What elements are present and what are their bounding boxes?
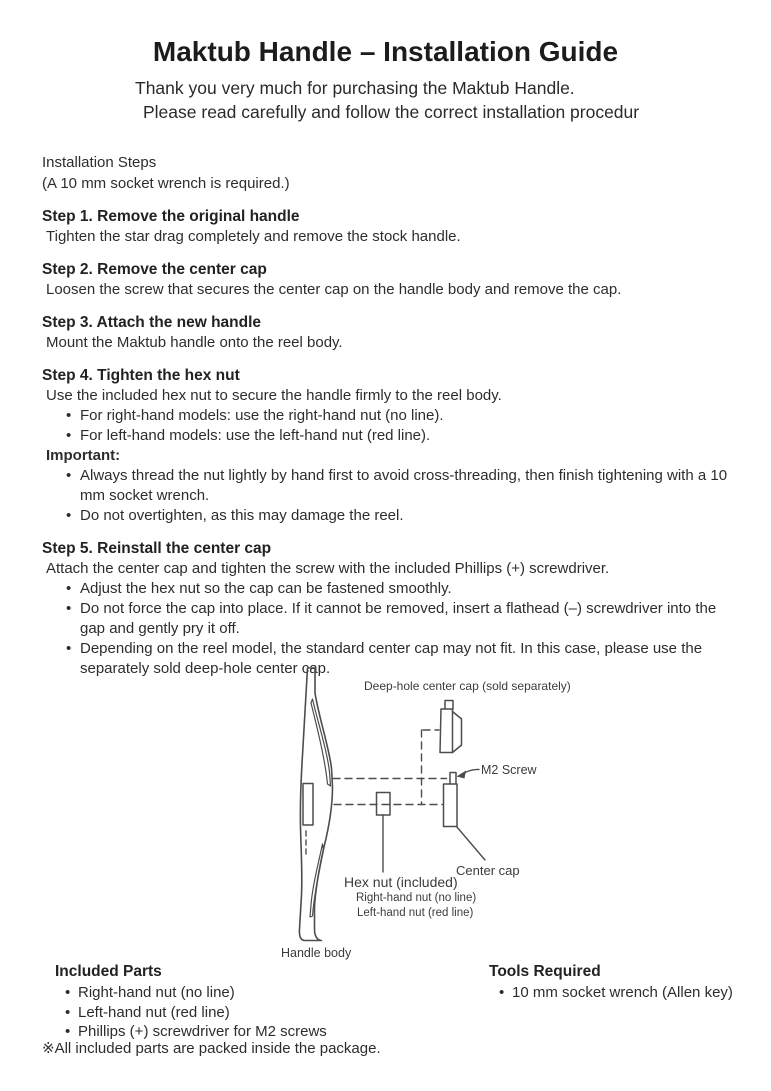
handle-shaft-boss [303, 784, 313, 826]
step-3-body: Mount the Maktub handle onto the reel body. [46, 334, 343, 351]
step-3-heading: Step 3. Attach the new handle [42, 314, 262, 331]
step-4-bullet-list [42, 406, 745, 446]
important-bullet-1: • Always thread the nut lightly by hand first to avoid cross-threading, then finish tightening with a 10 mm socket wrench. [42, 466, 745, 506]
preamble [42, 152, 745, 194]
step-4-section [42, 366, 745, 526]
step-5-body: Attach the center cap and tighten the screw with the included Phillips (+) screwdriver. [46, 560, 610, 577]
step-2-section [42, 260, 745, 300]
m2-screw-shape [450, 773, 456, 785]
hex-nut-shape [377, 793, 391, 816]
included-parts-column [55, 962, 327, 1042]
included-parts-list [55, 983, 327, 1042]
step-5-bullet-2: • Do not force the cap into place. If it cannot be removed, insert a flathead (–) screwdriver into the gap and gently pry it off. [42, 599, 745, 639]
included-parts-heading: Included Parts [55, 963, 162, 980]
page-title: Maktub Handle – Installation Guide [152, 36, 619, 67]
step-5-section [42, 539, 745, 679]
left-hand-nut-label: Left-hand nut (red line) [357, 907, 474, 919]
preamble-line-1: Installation Steps [42, 154, 157, 171]
intro-line-1: Thank you very much for purchasing the Maktub Handle. [135, 78, 575, 98]
step-5-bullet-1: • Adjust the hex nut so the cap can be fastened smoothly. [42, 579, 745, 599]
tools-required-list [489, 983, 733, 1003]
center-cap-label: Center cap [456, 863, 520, 878]
hex-nut-label: Hex nut (included) [344, 874, 458, 890]
included-part-3: • Phillips (+) screwdriver for M2 screws [55, 1022, 327, 1042]
tools-required-column [489, 962, 733, 1003]
packing-note: ※All included parts are packed inside the package. [42, 1040, 381, 1057]
deep-hole-cap-body [440, 709, 453, 753]
step-4-heading: Step 4. Tighten the hex nut [42, 367, 240, 384]
important-label: Important: [46, 447, 121, 464]
preamble-line-2: (A 10 mm socket wrench is required.) [42, 175, 290, 192]
tools-required-heading: Tools Required [489, 963, 601, 980]
bottom-section [0, 962, 771, 1090]
center-cap-leader-line [457, 827, 486, 861]
step-2-body: Loosen the screw that secures the center cap on the handle body and remove the cap. [46, 281, 622, 298]
deep-hole-cap-flange [453, 712, 462, 753]
handle-inner-edge-upper [311, 699, 331, 786]
step-3-section [42, 313, 745, 353]
important-bullet-list [42, 466, 745, 526]
center-cap-body [444, 784, 458, 827]
right-hand-nut-label: Right-hand nut (no line) [356, 892, 477, 904]
step-1-section [42, 207, 745, 247]
important-bullet-2: • Do not overtighten, as this may damage the reel. [42, 506, 745, 526]
step-4-bullet-2: • For left-hand models: use the left-hand nut (red line). [42, 426, 745, 446]
parts-diagram [0, 662, 771, 962]
step-5-bullet-3: • Depending on the reel model, the standard center cap may not fit. In this case, please use the separately sold deep-hole center cap. [42, 639, 745, 679]
step-4-bullet-1: • For right-hand models: use the right-hand nut (no line). [42, 406, 745, 426]
deep-hole-cap-label: Deep-hole center cap (sold separately) [364, 679, 571, 693]
handle-body-label: Handle body [281, 946, 352, 960]
tool-1: • 10 mm socket wrench (Allen key) [489, 983, 733, 1003]
m2-screw-arrow-head [457, 771, 467, 779]
step-2-heading: Step 2. Remove the center cap [42, 261, 267, 278]
included-part-1: • Right-hand nut (no line) [55, 983, 327, 1003]
intro-block [135, 76, 771, 124]
intro-line-2: Please read carefully and follow the correct installation procedur [143, 102, 640, 122]
step-1-body: Tighten the star drag completely and remove the stock handle. [46, 228, 461, 245]
step-5-heading: Step 5. Reinstall the center cap [42, 540, 272, 557]
step-4-body: Use the included hex nut to secure the handle firmly to the reel body. [46, 387, 502, 404]
included-part-2: • Left-hand nut (red line) [55, 1003, 327, 1023]
handle-body-outline [299, 668, 332, 941]
m2-screw-label: M2 Screw [481, 763, 537, 777]
steps-content [42, 152, 745, 679]
step-1-heading: Step 1. Remove the original handle [42, 208, 300, 225]
deep-hole-cap-tab [445, 701, 453, 710]
